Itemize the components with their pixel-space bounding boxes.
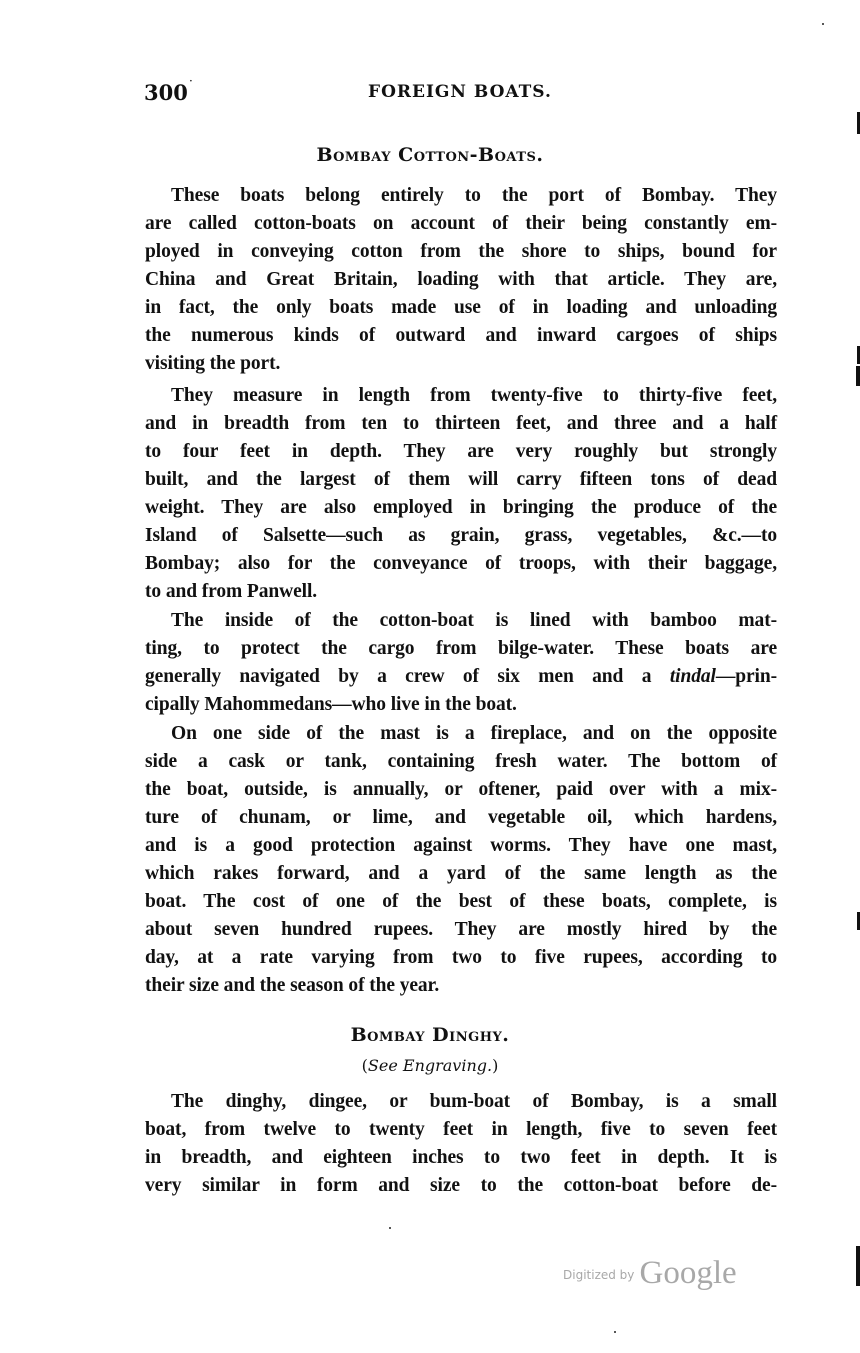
digitized-by-google-watermark <box>563 1255 737 1295</box>
text-line: They measure in length from twenty-five to thirty-five feet, <box>171 385 777 406</box>
running-head <box>144 74 778 108</box>
speck <box>614 1331 616 1333</box>
text-line: cipally Mahommedans—who live in the boat. <box>145 694 517 715</box>
text-line: about seven hundred rupees. They are mostly hired by the <box>145 919 777 940</box>
text-line: to and from Panwell. <box>145 581 318 602</box>
speck <box>389 1227 391 1229</box>
text-span: —prin- <box>715 666 777 687</box>
text-line: ployed in conveying cotton from the shore to ships, bound for <box>145 241 777 262</box>
text-line: built, and the largest of them will carry fifteen tons of dead <box>145 469 777 490</box>
scan-edge-mark <box>856 366 860 386</box>
text-line: which rakes forward, and a yard of the same length as the <box>145 863 777 884</box>
text-span: generally navigated by a crew of six men and a <box>145 666 670 687</box>
page-number: 300 <box>144 80 188 105</box>
text-line: The dinghy, dingee, or bum-boat of Bombay, is a small <box>171 1091 777 1112</box>
text-line: Bombay; also for the conveyance of troops, with their baggage, <box>145 553 777 574</box>
running-title: FOREIGN BOATS. <box>368 82 552 102</box>
text-line: in fact, the only boats made use of in loading and unloading <box>145 297 777 318</box>
text-line: boat, from twelve to twenty feet in length, five to seven feet <box>145 1119 777 1140</box>
text-line <box>145 663 777 691</box>
scan-edge-mark <box>856 1246 860 1286</box>
text-line: China and Great Britain, loading with that article. They are, <box>145 269 777 290</box>
text-line: side a cask or tank, containing fresh water. The bottom of <box>145 751 777 772</box>
paren: ) <box>492 1056 499 1075</box>
text-line: to four feet in depth. They are very roughly but strongly <box>145 441 777 462</box>
section-heading-cotton-boats: Bombay Cotton-Boats. <box>316 144 544 166</box>
text-line: and is a good protection against worms. They have one mast, <box>145 835 777 856</box>
speck: · <box>189 74 193 88</box>
text-line: ture of chunam, or lime, and vegetable oil, which hardens, <box>145 807 777 828</box>
text-line: visiting the port. <box>145 353 281 374</box>
section-heading-dinghy: Bombay Dinghy. <box>350 1024 510 1046</box>
text-line: are called cotton-boats on account of their being constantly em- <box>145 213 777 234</box>
see-engraving-note <box>0 1056 860 1075</box>
text-line: weight. They are also employed in bringing the produce of the <box>145 497 777 518</box>
text-line: day, at a rate varying from two to five rupees, according to <box>145 947 777 968</box>
text-line: These boats belong entirely to the port of Bombay. They <box>171 185 777 206</box>
text-line: their size and the season of the year. <box>145 975 440 996</box>
paren: ( <box>361 1056 368 1075</box>
italic-term-tindal: tindal <box>669 666 716 687</box>
text-line: ting, to protect the cargo from bilge-water. These boats are <box>145 638 777 659</box>
text-line: the boat, outside, is annually, or oftener, paid over with a mix- <box>145 779 777 800</box>
text-line: very similar in form and size to the cotton-boat before de- <box>145 1175 777 1196</box>
google-logo: Google <box>639 1255 737 1291</box>
text-line: and in breadth from ten to thirteen feet, and three and a half <box>145 413 777 434</box>
text-line: boat. The cost of one of the best of these boats, complete, is <box>145 891 777 912</box>
speck <box>822 23 824 25</box>
text-line: Island of Salsette—such as grain, grass, vegetables, &c.—to <box>145 525 777 546</box>
text-line: The inside of the cotton-boat is lined with bamboo mat- <box>171 610 777 631</box>
digitized-by-label: Digitized by <box>563 1268 635 1282</box>
text-line: the numerous kinds of outward and inward cargoes of ships <box>145 325 777 346</box>
see-engraving-text: See Engraving. <box>367 1056 493 1075</box>
text-line: On one side of the mast is a fireplace, and on the opposite <box>171 723 777 744</box>
text-line: in breadth, and eighteen inches to two feet in depth. It is <box>145 1147 777 1168</box>
